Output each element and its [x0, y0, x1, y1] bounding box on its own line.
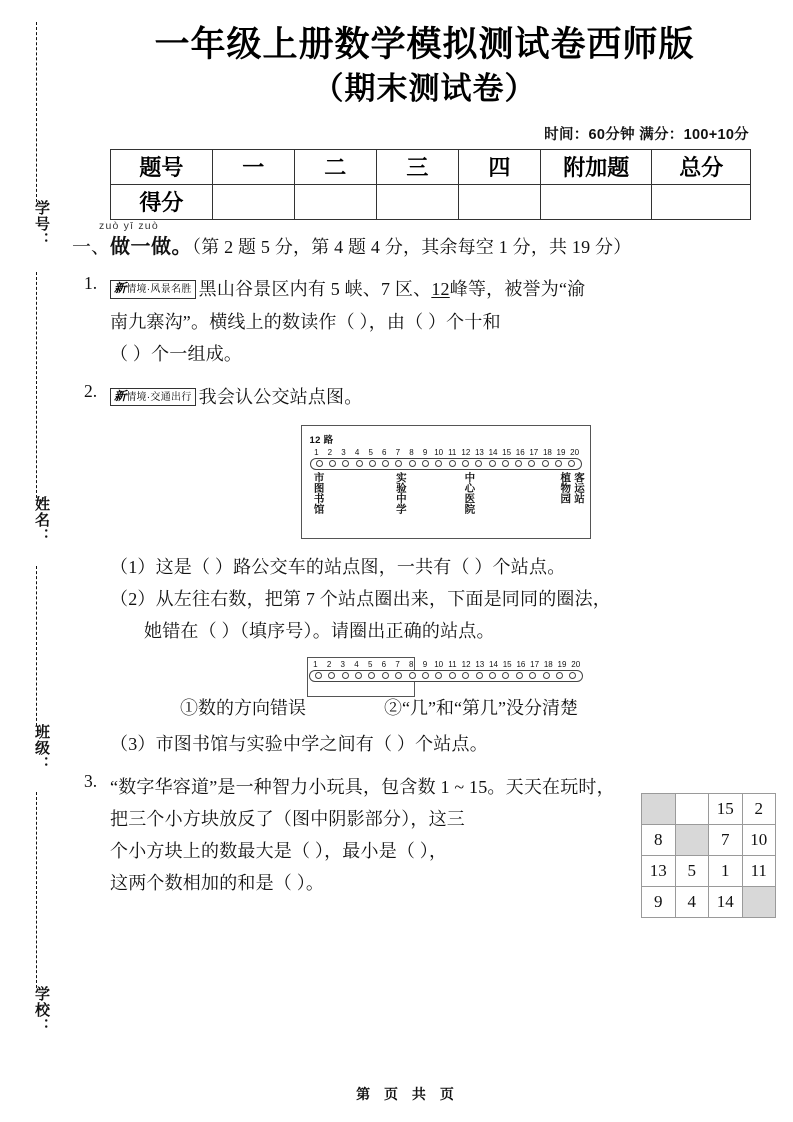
puzzle-cell-r1-c3[interactable]: 15 — [709, 793, 743, 824]
bus-stop-dot-19[interactable] — [552, 460, 565, 467]
bus-stop-dot-2[interactable] — [326, 460, 339, 467]
table-row-scores — [111, 184, 751, 219]
puzzle-cell-r2-c4[interactable]: 10 — [742, 824, 776, 855]
bus-stop-dot-11[interactable] — [445, 460, 458, 467]
bus-stop-label-1: 市图书馆 — [312, 471, 325, 514]
bus-stop-dot-18[interactable] — [539, 672, 552, 679]
exam-paper-body — [62, 0, 793, 1122]
bus-stop-number-16: 16 — [516, 659, 526, 669]
bus-stop-dot-3[interactable] — [339, 460, 352, 467]
bus-stop-number-11: 11 — [448, 447, 457, 457]
table-row — [642, 824, 776, 855]
question-2-sub-2b: 她错在（ ）（填序号）。请圈出正确的站点。 — [144, 620, 495, 641]
number-puzzle-grid — [641, 793, 776, 918]
page-footer: 第 页 共 页 — [356, 1086, 459, 1102]
number-puzzle-grid-wrapper — [641, 793, 775, 918]
bus-stop-dot-6[interactable] — [379, 672, 392, 679]
bus-stop-dot-15[interactable] — [499, 460, 512, 467]
bus-stop-number-17: 17 — [530, 659, 540, 669]
score-table-wrapper — [62, 149, 793, 220]
bus-stop-number-4: 4 — [354, 659, 359, 669]
bus-stop-number-2: 2 — [326, 659, 332, 669]
bus-stop-number-row — [310, 449, 582, 457]
margin-dash-line-3 — [36, 566, 37, 726]
bus-stop-number-12: 12 — [461, 447, 471, 457]
score-cell-extra[interactable] — [540, 184, 652, 219]
score-table — [110, 149, 751, 220]
bus-stop-label-7: 实验中学 — [394, 471, 407, 514]
question-1-line-3: （ ）个一组成。 — [110, 343, 243, 364]
bus-stop-number-10: 10 — [434, 659, 444, 669]
bus-stop-number-14: 14 — [489, 659, 498, 669]
bus-stop-label-row — [310, 471, 585, 534]
bus-stop-dot-3[interactable] — [338, 672, 351, 679]
bus-route-figure-wrapper — [110, 413, 781, 539]
puzzle-cell-r1-c1[interactable] — [642, 793, 676, 824]
margin-label-name: 姓名： — [33, 496, 50, 544]
question-3-line-3: 个小方块上的数最大是（ ），最小是（ ）， — [110, 840, 448, 861]
page-title: 一年级上册数学模拟测试卷西师版 — [154, 25, 695, 64]
question-1-number: 1. — [84, 273, 98, 294]
context-tag-scenic: 新情境·风景名胜 — [110, 280, 196, 299]
bus-stop-dot-5[interactable] — [365, 672, 378, 679]
bus-stop-number-1: 1 — [314, 447, 319, 457]
question-1-text-b: 峰等，被誉为“渝 — [449, 279, 586, 300]
bus-stop-dot-13[interactable] — [472, 460, 485, 467]
bus-stop-dot-1[interactable] — [313, 460, 326, 467]
section-index: 一、 — [72, 236, 111, 258]
bus-stop-number-11: 11 — [448, 659, 457, 669]
section-name: 做一做。 — [110, 235, 193, 258]
bus-stop-dot-18[interactable] — [539, 460, 552, 467]
margin-dash-line-1 — [36, 22, 37, 202]
question-2-sub-2a: （2）从左往右数，把第 7 个站点圈出来，下面是同同的圈法， — [110, 588, 611, 609]
bus-stop-dot-17[interactable] — [525, 460, 538, 467]
bus-stop-number-9: 9 — [422, 447, 428, 457]
title-block — [62, 0, 793, 109]
context-tag-transport: 新情境·交通出行 — [110, 388, 196, 407]
score-cell-4[interactable] — [458, 184, 540, 219]
bus-stop-number-19: 19 — [556, 447, 566, 457]
bus-stop-dot-10[interactable] — [432, 672, 445, 679]
bus-stop-dot-12[interactable] — [459, 460, 472, 467]
question-1-line-1 — [110, 273, 781, 305]
question-2-stem-line — [110, 381, 781, 413]
bus-stop-number-1: 1 — [313, 659, 318, 669]
bus-stop-dot-13[interactable] — [472, 672, 485, 679]
bus-stop-dot-7[interactable] — [392, 460, 405, 467]
bus-route-name: 12 路 — [309, 434, 334, 446]
puzzle-cell-r4-c4[interactable] — [742, 886, 776, 917]
score-table-col-extra: 附加题 — [540, 149, 652, 184]
puzzle-cell-r3-c2[interactable]: 5 — [675, 855, 709, 886]
bus-stop-dot-14[interactable] — [485, 460, 498, 467]
question-3-line-2: 把三个小方块放反了（图中阴影部分），这三 — [110, 808, 465, 829]
question-2-sub-1: （1）这是（ ）路公交车的站点图，一共有（ ）个站点。 — [110, 556, 566, 577]
pinyin-annotation: zuò yī zuò — [99, 219, 159, 232]
bus-stop-number-5: 5 — [367, 659, 373, 669]
question-2-options-row — [110, 694, 781, 720]
bus-stop-label-12: 中心医院 — [463, 471, 476, 514]
bus-stop-number-18: 18 — [542, 447, 552, 457]
question-3-line-4: 这两个数相加的和是（ ）。 — [110, 872, 325, 893]
bus-stop-dot-4[interactable] — [352, 672, 365, 679]
bus-stop-dot-12[interactable] — [459, 672, 472, 679]
score-cell-2[interactable] — [294, 184, 376, 219]
bus-stop-track-2 — [309, 670, 583, 682]
question-2 — [62, 381, 793, 760]
table-row — [642, 793, 776, 824]
bus-stop-dot-7[interactable] — [392, 672, 405, 679]
question-2-option-1[interactable]: ①数的方向错误 — [180, 697, 306, 718]
puzzle-cell-r4-c3[interactable]: 14 — [709, 886, 743, 917]
score-table-col-1: 一 — [212, 149, 294, 184]
bus-stop-dot-9[interactable] — [419, 672, 432, 679]
bus-stop-number-10: 10 — [434, 447, 444, 457]
bus-stop-number-17: 17 — [529, 447, 539, 457]
bus-stop-dot-10[interactable] — [432, 460, 445, 467]
section-points: （第 2 题 5 分，第 4 题 4 分，其余每空 1 分，共 19 分） — [192, 236, 632, 257]
puzzle-cell-r3-c3[interactable]: 1 — [709, 855, 743, 886]
bus-stop-dot-9[interactable] — [419, 460, 432, 467]
puzzle-cell-r2-c2[interactable] — [675, 824, 709, 855]
bus-stop-dot-6[interactable] — [379, 460, 392, 467]
question-3 — [62, 770, 793, 911]
bus-stop-number-6: 6 — [382, 447, 387, 457]
puzzle-cell-r3-c4[interactable]: 11 — [742, 855, 776, 886]
bus-route-diagram-wrong-circle — [301, 659, 591, 686]
bus-stop-dot-4[interactable] — [352, 460, 365, 467]
bus-stop-dot-5[interactable] — [366, 460, 379, 467]
section-heading-1 — [62, 219, 793, 263]
puzzle-cell-r4-c2[interactable]: 4 — [675, 886, 709, 917]
margin-dash-line-4 — [36, 792, 37, 988]
bus-stop-number-12: 12 — [461, 659, 471, 669]
bus-stop-dot-20[interactable] — [565, 460, 578, 467]
bus-stop-number-18: 18 — [543, 659, 553, 669]
bus-stop-dot-15[interactable] — [499, 672, 512, 679]
question-3-line-1: “数字华容道”是一种智力小玩具，包含数 1 ~ 15。天天在玩时， — [110, 776, 615, 797]
score-table-row-label-question: 题号 — [111, 149, 213, 184]
exam-meta-info: 时间：60分钟 满分：100+10分 — [544, 126, 749, 143]
bus-stop-dot-8[interactable] — [406, 460, 419, 467]
score-cell-3[interactable] — [376, 184, 458, 219]
margin-label-class: 班级： — [33, 724, 50, 772]
bus-stop-dot-14[interactable] — [486, 672, 499, 679]
bus-stop-number-13: 13 — [475, 659, 485, 669]
bus-stop-number-20: 20 — [571, 659, 581, 669]
margin-dash-line-2 — [36, 272, 37, 498]
puzzle-cell-r2-c1[interactable]: 8 — [642, 824, 676, 855]
bus-stop-number-7: 7 — [395, 447, 401, 457]
bus-stop-number-8: 8 — [409, 447, 414, 457]
score-table-col-2: 二 — [294, 149, 376, 184]
bus-stop-number-6: 6 — [381, 659, 387, 669]
table-row — [642, 886, 776, 917]
bus-stop-number-2: 2 — [327, 447, 333, 457]
puzzle-cell-r1-c4[interactable]: 2 — [742, 793, 776, 824]
puzzle-cell-r2-c3[interactable]: 7 — [709, 824, 743, 855]
table-row — [642, 855, 776, 886]
score-cell-1[interactable] — [212, 184, 294, 219]
question-3-number: 3. — [84, 770, 98, 791]
bus-stop-number-14: 14 — [488, 447, 498, 457]
bus-stop-dot-16[interactable] — [513, 672, 526, 679]
bus-stop-track — [310, 458, 582, 470]
margin-label-school: 学校： — [33, 986, 50, 1034]
question-2-stem-text: 我会认公交站点图。 — [198, 386, 363, 407]
answer-sheet-margin — [0, 0, 62, 1122]
question-1-underlined-number: 12 — [431, 279, 450, 300]
bus-stop-number-15: 15 — [502, 447, 512, 457]
score-table-row-label-score: 得分 — [111, 184, 213, 219]
bus-stop-number-15: 15 — [502, 659, 512, 669]
bus-stop-number-13: 13 — [474, 447, 484, 457]
puzzle-cell-r1-c2[interactable] — [675, 793, 709, 824]
bus-stop-number-5: 5 — [368, 447, 373, 457]
bus-stop-dot-8[interactable] — [405, 672, 418, 679]
bus-stop-dot-20[interactable] — [566, 672, 579, 679]
bus-stop-number-4: 4 — [354, 447, 360, 457]
bus-stop-dot-2[interactable] — [325, 672, 338, 679]
question-1-text-a: 黑山谷景区内有 5 峡、7 区、 — [198, 279, 432, 300]
bus-stop-dot-19[interactable] — [553, 672, 566, 679]
question-2-option-2[interactable]: ②“几”和“第几”没分清楚 — [384, 697, 578, 718]
bus-stop-number-8: 8 — [409, 659, 414, 669]
bus-stop-number-20: 20 — [570, 447, 580, 457]
bus-route-figure2-wrapper — [110, 647, 781, 686]
question-2-number: 2. — [84, 380, 98, 401]
bus-stop-label-19: 植物园 — [559, 471, 572, 504]
bus-stop-dot-17[interactable] — [526, 672, 539, 679]
bus-stop-dot-11[interactable] — [446, 672, 459, 679]
question-1 — [62, 273, 793, 369]
margin-label-student-id: 学号： — [33, 200, 50, 248]
bus-stop-dot-16[interactable] — [512, 460, 525, 467]
puzzle-cell-r3-c1[interactable]: 13 — [642, 855, 676, 886]
question-2-sub-3: （3）市图书馆与实验中学之间有（ ）个站点。 — [110, 733, 488, 754]
score-table-col-3: 三 — [376, 149, 458, 184]
score-table-col-total: 总分 — [652, 149, 751, 184]
bus-stop-number-9: 9 — [422, 659, 428, 669]
bus-stop-number-7: 7 — [395, 659, 400, 669]
page-subtitle: （期末测试卷） — [312, 70, 537, 106]
score-table-col-4: 四 — [458, 149, 540, 184]
score-cell-total[interactable] — [652, 184, 751, 219]
bus-stop-label-20: 客运站 — [572, 471, 585, 504]
puzzle-cell-r4-c1[interactable]: 9 — [642, 886, 676, 917]
bus-stop-number-19: 19 — [557, 659, 567, 669]
bus-stop-number-16: 16 — [515, 447, 525, 457]
table-row-question-numbers — [111, 149, 751, 184]
bus-stop-number-3: 3 — [341, 447, 346, 457]
question-1-line-2: 南九寨沟”。横线上的数读作（ ），由（ ）个十和 — [110, 311, 501, 332]
bus-route-diagram — [301, 425, 591, 539]
bus-stop-dot-1[interactable] — [312, 672, 325, 679]
bus-stop-number-3: 3 — [340, 659, 345, 669]
